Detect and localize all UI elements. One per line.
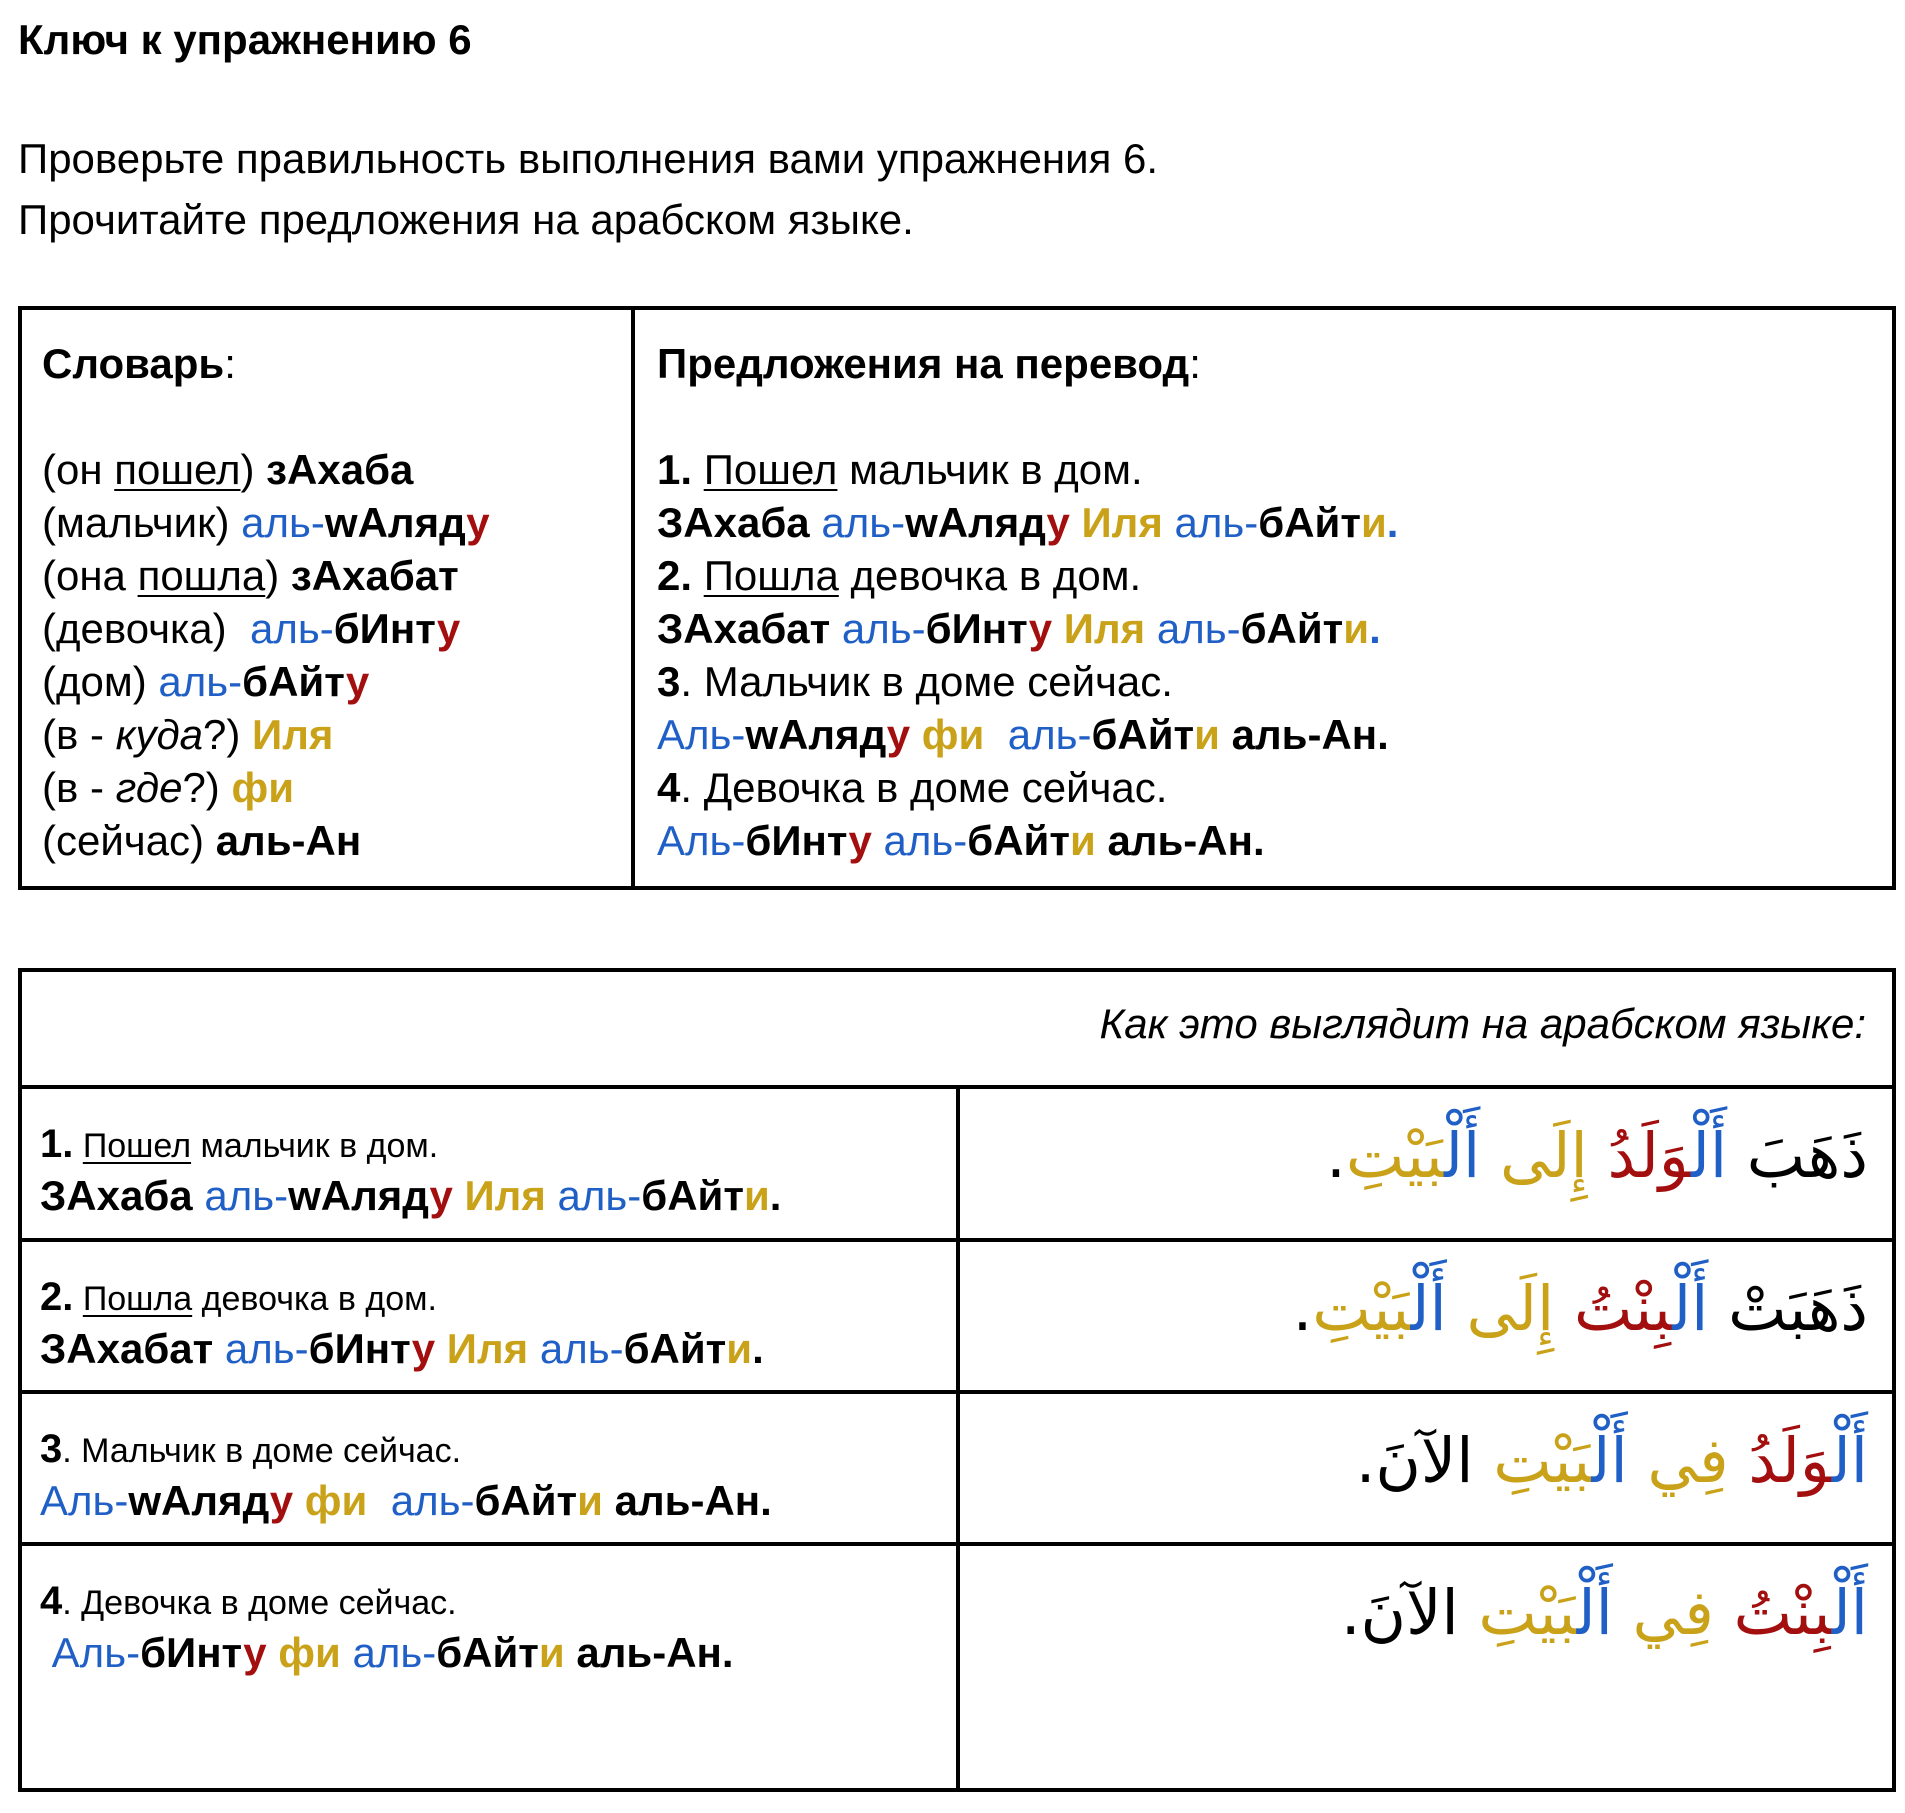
sentence-russian: 1. Пошел мальчик в дом.	[40, 1122, 439, 1166]
sentences-cell	[635, 310, 1892, 886]
sentence-cell	[22, 1546, 960, 1788]
arabic-table-row	[22, 1546, 1892, 1788]
dictionary-entry: (мальчик) аль-wАляду	[42, 499, 490, 546]
sentence-translit: ЗАхаба аль-wАляду Иля аль-бАйти.	[657, 499, 1399, 546]
sentence-russian: 3. Мальчик в доме сейчас.	[40, 1427, 462, 1471]
sentence-cell	[22, 1242, 960, 1390]
sentence-translit: ЗАхаба аль-wАляду Иля аль-бАйти.	[40, 1172, 782, 1219]
instructions	[18, 128, 1158, 250]
sentence-translit: Аль-бИнту фи аль-бАйти аль-Ан.	[51, 1629, 734, 1676]
instruction-line: Проверьте правильность выполнения вами упражнения 6.	[18, 135, 1159, 182]
arabic-sentence: أَلْبِنْت فِي أَلْبَيْت الآنَ.	[1340, 1576, 1868, 1649]
sentence-russian: 2. Пошла девочка в дом.	[40, 1275, 437, 1319]
dictionary-entry: (она пошла) зАхабат	[42, 552, 459, 599]
arabic-cell	[960, 1394, 1892, 1542]
arabic-table-row	[22, 1242, 1892, 1394]
arabic-cell	[960, 1546, 1892, 1788]
sentence-russian: 1. Пошел мальчик в дом.	[657, 446, 1143, 493]
arabic-table-row	[22, 1394, 1892, 1546]
arabic-table-row	[22, 1089, 1892, 1242]
dictionary-heading: Словарь:	[42, 340, 236, 387]
dictionary-entry: (девочка) аль-бИнту	[42, 605, 461, 652]
sentence-russian: 4. Девочка в доме сейчас.	[657, 764, 1168, 811]
instruction-line: Прочитайте предложения на арабском языке.	[18, 196, 914, 243]
arabic-table	[18, 968, 1896, 1792]
arabic-cell	[960, 1089, 1892, 1238]
dictionary-entry: (он пошел) зАхаба	[42, 446, 414, 493]
dictionary-entry: (сейчас) аль-Ан	[42, 817, 362, 864]
arabic-sentence: ذَهَبَتْ أَلْبِنْت إِلَى أَلْبَيْت.	[1292, 1272, 1868, 1345]
sentence-translit: ЗАхабат аль-бИнту Иля аль-бАйти.	[40, 1325, 764, 1372]
sentences-heading: Предложения на перевод:	[657, 340, 1201, 387]
dictionary-cell	[22, 310, 635, 886]
dictionary-entry: (дом) аль-бАйту	[42, 658, 370, 705]
sentence-translit: Аль-бИнту аль-бАйти аль-Ан.	[657, 817, 1265, 864]
sentence-translit: Аль-wАляду фи аль-бАйти аль-Ан.	[657, 711, 1389, 758]
dictionary-entry: (в - где?) фи	[42, 764, 295, 811]
arabic-cell	[960, 1242, 1892, 1390]
sentence-translit: ЗАхабат аль-бИнту Иля аль-бАйти.	[657, 605, 1381, 652]
page-title: Ключ к упражнению 6	[18, 16, 472, 63]
arabic-sentence: ذَهَبَ أَلْوَلَد إِلَى أَلْبَيْت.	[1326, 1119, 1868, 1192]
sentence-cell	[22, 1089, 960, 1238]
dictionary-entry: (в - куда?) Иля	[42, 711, 334, 758]
sentence-russian: 4. Девочка в доме сейчас.	[40, 1579, 457, 1623]
sentence-russian: 3. Мальчик в доме сейчас.	[657, 658, 1173, 705]
sentence-translit: Аль-wАляду фи аль-бАйти аль-Ан.	[40, 1477, 772, 1524]
sentences-list	[657, 443, 1892, 867]
dictionary-list	[42, 443, 631, 867]
sentence-russian: 2. Пошла девочка в дом.	[657, 552, 1142, 599]
arabic-sentence: أَلْوَلَد فِي أَلْبَيْت الآنَ.	[1355, 1424, 1868, 1497]
exercise-table	[18, 306, 1896, 890]
sentence-cell	[22, 1394, 960, 1542]
arabic-table-header: Как это выглядит на арабском языке:	[22, 972, 1892, 1089]
